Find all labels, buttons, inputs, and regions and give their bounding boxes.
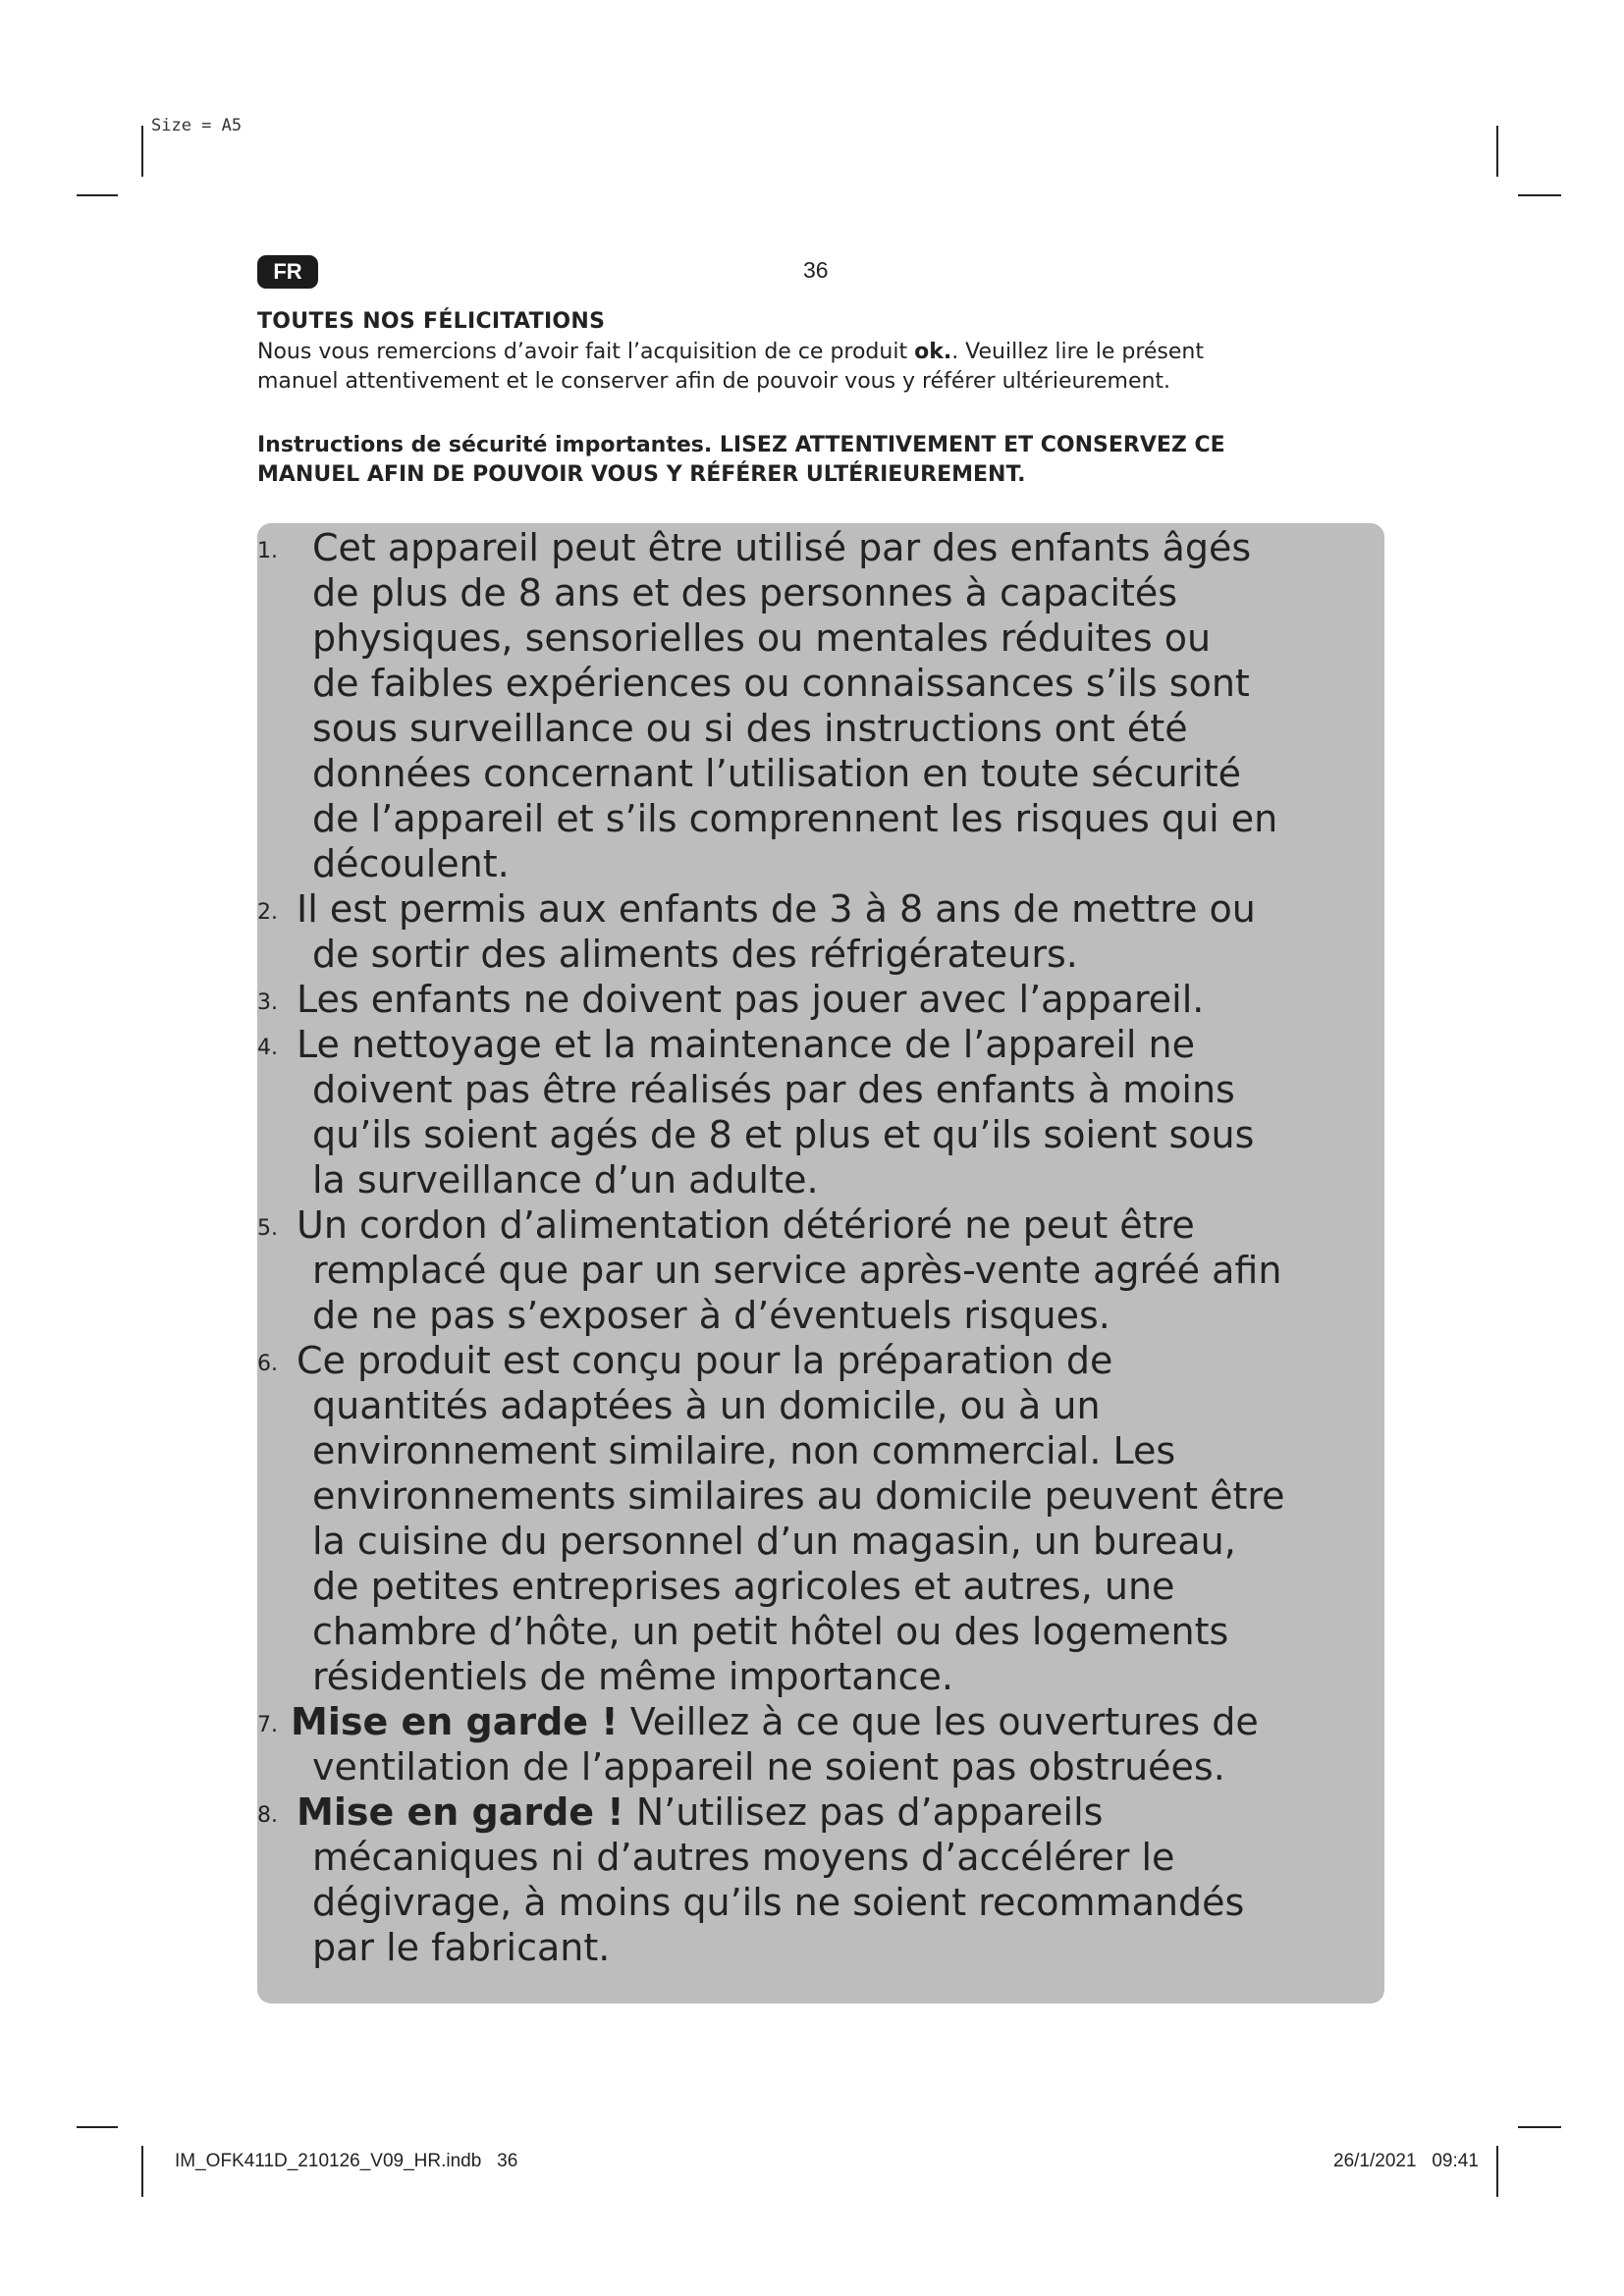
item-line: environnements similaires au domicile peuvent être: [312, 1474, 1285, 1518]
print-slug: Size = A5: [151, 116, 243, 135]
brand-name: ok.: [914, 340, 952, 364]
item-line: Le nettoyage et la maintenance de l’appareil ne: [297, 1023, 1195, 1066]
item-line: Ce produit est conçu pour la préparation de: [297, 1339, 1113, 1382]
congratulations-heading: TOUTES NOS FÉLICITATIONS: [257, 309, 606, 334]
crop-mark: [1518, 2126, 1561, 2128]
safety-item: [257, 886, 1396, 977]
safety-item: [257, 977, 1396, 1022]
item-line: la surveillance d’un adulte.: [312, 1158, 819, 1201]
warning-label: Mise en garde !: [297, 1790, 624, 1834]
item-line: la cuisine du personnel d’un magasin, un bureau,: [312, 1520, 1236, 1563]
item-number: 8.: [257, 1803, 278, 1828]
item-line: qu’ils soient agés de 8 et plus et qu’ils soient sous: [312, 1113, 1255, 1156]
safety-heading-line: MANUEL AFIN DE POUVOIR VOUS Y RÉFÉRER ULTÉRIEUREMENT.: [257, 462, 1026, 487]
crop-mark: [141, 2146, 143, 2197]
crop-mark: [1496, 126, 1498, 177]
item-line: de petites entreprises agricoles et autres, une: [312, 1565, 1175, 1608]
item-line: environnement similaire, non commercial. Les: [312, 1429, 1176, 1472]
item-number: 4.: [257, 1036, 278, 1060]
item-text: Veillez à ce que les ouvertures de: [618, 1700, 1259, 1743]
item-text: N’utilisez pas d’appareils: [623, 1790, 1104, 1834]
item-line: Cet appareil peut être utilisé par des enfants âgés: [312, 526, 1252, 569]
item-line: Les enfants ne doivent pas jouer avec l’appareil.: [297, 978, 1205, 1021]
item-line: de faibles expériences ou connaissances s’ils sont: [312, 662, 1250, 705]
item-line: Il est permis aux enfants de 3 à 8 ans de mettre ou: [297, 887, 1256, 931]
item-line: par le fabricant.: [312, 1926, 611, 1969]
item-number: 2.: [257, 900, 278, 925]
item-line: physiques, sensorielles ou mentales réduites ou: [312, 616, 1212, 660]
item-line: de l’appareil et s’ils comprennent les risques qui en: [312, 797, 1278, 840]
safety-item: [257, 1789, 1396, 1970]
crop-mark: [1518, 194, 1561, 196]
item-line: mécaniques ni d’autres moyens d’accélérer le: [312, 1836, 1175, 1879]
item-line: [257, 1789, 1396, 1835]
item-line: ventilation de l’appareil ne soient pas obstruées.: [312, 1745, 1225, 1789]
item-number: 1.: [257, 539, 278, 563]
crop-mark: [1496, 2146, 1498, 2197]
item-number: 6.: [257, 1352, 278, 1376]
item-line: [257, 1699, 1396, 1744]
item-line: chambre d’hôte, un petit hôtel ou des logements: [312, 1610, 1229, 1653]
intro-text: . Veuillez lire le présent: [951, 340, 1204, 364]
safety-item: [257, 1202, 1396, 1338]
item-line: sous surveillance ou si des instructions ont été: [312, 707, 1188, 750]
safety-heading-line: Instructions de sécurité importantes. LISEZ ATTENTIVEMENT ET CONSERVEZ CE: [257, 433, 1225, 457]
item-number: 3.: [257, 990, 278, 1015]
intro-line: manuel attentivement et le conserver afin de pouvoir vous y référer ultérieurement.: [257, 369, 1171, 394]
safety-item: [257, 525, 1396, 886]
footer-filename: IM_OFK411D_210126_V09_HR.indb 36: [175, 2151, 518, 2171]
item-line: résidentiels de même importance.: [312, 1655, 954, 1698]
crop-mark: [77, 194, 118, 196]
item-line: de sortir des aliments des réfrigérateurs.: [312, 933, 1078, 976]
item-line: dégivrage, à moins qu’ils ne soient recommandés: [312, 1881, 1245, 1924]
item-number: 7.: [257, 1713, 278, 1737]
item-line: remplacé que par un service après-vente agréé afin: [312, 1249, 1282, 1292]
intro-paragraph: [257, 338, 1386, 397]
item-number: 5.: [257, 1216, 278, 1241]
language-badge: FR: [257, 255, 318, 289]
safety-instructions-heading: [257, 431, 1386, 490]
item-line: de plus de 8 ans et des personnes à capacités: [312, 571, 1178, 614]
safety-item: [257, 1022, 1396, 1202]
safety-item: [257, 1338, 1396, 1699]
intro-line: [257, 338, 1386, 367]
item-line: Un cordon d’alimentation détérioré ne peut être: [297, 1203, 1195, 1247]
warning-label: Mise en garde !: [291, 1700, 619, 1743]
item-line: découlent.: [312, 842, 510, 885]
footer-timestamp: 26/1/2021 09:41: [1333, 2151, 1479, 2171]
page-number: 36: [803, 257, 829, 283]
item-line: données concernant l’utilisation en toute sécurité: [312, 752, 1242, 795]
item-line: de ne pas s’exposer à d’éventuels risques.: [312, 1294, 1110, 1337]
crop-mark: [141, 126, 143, 177]
crop-mark: [77, 2126, 118, 2128]
intro-text: Nous vous remercions d’avoir fait l’acquisition de ce produit: [257, 340, 915, 364]
item-line: quantités adaptées à un domicile, ou à un: [312, 1384, 1101, 1427]
safety-item: [257, 1699, 1396, 1789]
item-line: doivent pas être réalisés par des enfants à moins: [312, 1068, 1235, 1111]
